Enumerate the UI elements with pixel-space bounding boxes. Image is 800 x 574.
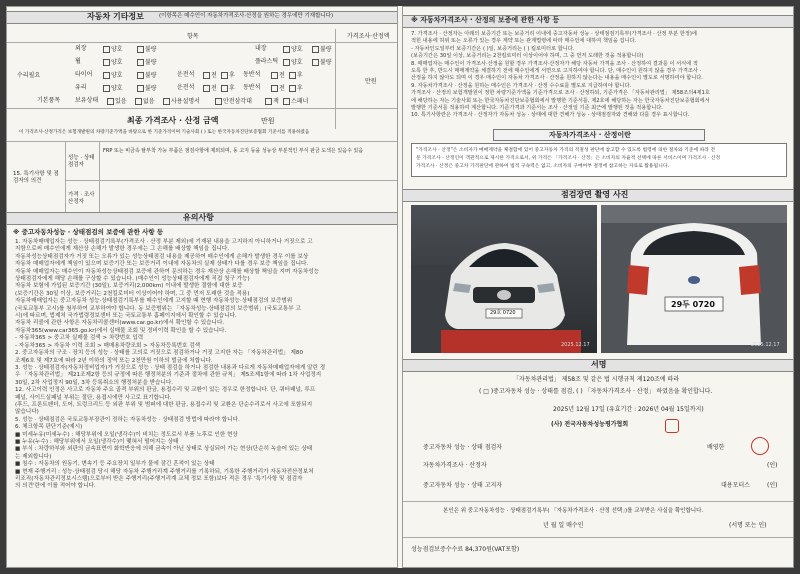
appraisal-definition-title: 자동차가격조사 · 산정이란 xyxy=(549,131,631,139)
notifier-name: 대용모터스 xyxy=(721,482,750,489)
extra-info-note: (이항목은 매수인이 자동차가격조사·산정을 원하는 경우에만 기재합니다) xyxy=(159,13,334,19)
notice-line: ■ 누유(누수) : 해당부위에서 오일(냉각수)이 맺혀서 떨어지는 상태 xyxy=(15,438,179,445)
definition-line: 문 가격조사 · 산정인이 객관적으로 제시한 가격으로서, 위 가격은 「가격조사 · 산정」은 소비자의 자율적 선택에 따른 서비스이며 가격조사 · 산정 xyxy=(416,156,721,161)
notice-list xyxy=(15,239,395,491)
passenger-label: 동반석 xyxy=(243,71,261,78)
check-front[interactable]: 전 xyxy=(203,85,217,92)
appraisal-definition-box xyxy=(411,143,787,177)
notice-line: 자동차365(www.car365.go.kr)에서 실매물 조회 및 정비이력 확인을 할 수 있습니다. xyxy=(15,327,227,334)
guarantee-title: ※ 자동차가격조사 · 산정의 보증에 관한 사항 등 xyxy=(411,16,560,24)
notice-line: 자동차 매매업자에게 책임이 있으며 보증기간 또는 보증거리 이내에 자동차의 실제 상태가 다를 경우 보증 책임을 집니다. xyxy=(15,261,309,268)
basic-status: 보유상태 xyxy=(75,97,99,104)
check-good[interactable]: 양호 xyxy=(103,59,123,66)
notice-line: 리조직(자동차관리정보시스템)으로부터 받은 주행거리(주행거리계 교체 정보 포함)보다 적은 경우 '특기사항 및 점검자 xyxy=(15,476,303,482)
table-line xyxy=(65,141,66,217)
notice-line: (보증기간은 30일 이상, 보증거리는 2천킬로미터 이상이어야 하며, 그 중 먼저 도래한 것을 적용) xyxy=(15,290,250,297)
table-line xyxy=(335,29,336,129)
check-rear[interactable]: 후 xyxy=(221,72,235,79)
car-rear-photo-icon xyxy=(601,205,787,353)
inspector-name: 배영한 xyxy=(707,444,725,451)
notice-line: 30일, 2차 사업정지 90일, 3차 등록취소의 행정처분을 받습니다. xyxy=(15,379,174,386)
notice-line: 5. 성능 · 상태점검은 국토교통부장관이 정하는 자동차성능 · 상태점검 방법에 따라야 합니다. xyxy=(15,416,240,423)
check-good[interactable]: 양호 xyxy=(103,85,123,92)
check-front[interactable]: 전 xyxy=(203,72,217,79)
price-basis-note: 이 가격조사·산정가격은 보험개발원의 차량기준가액을 바탕으로 한 기준가격이며 기술사회 ( ) 또는 한국자동차진단보증협회 기준서를 적용하였음 xyxy=(19,130,310,135)
fee-text: 성능점검보증수수료 84,370원(VAT포함) xyxy=(411,546,520,553)
seal-mark: (인) xyxy=(767,482,778,489)
buyer-signature: (서명 또는 인) xyxy=(729,522,767,529)
notice-line: ■ 부식 : 차량하부와 외판의 금속표면이 화학반응에 의해 금속이 아닌 상태로 상실되어 가는 현상(단순히 녹슬어 있는 상태 xyxy=(15,446,313,453)
row-label: 휠 xyxy=(75,58,81,65)
check-bad[interactable]: 불량 xyxy=(137,85,157,92)
check-good[interactable]: 양호 xyxy=(103,46,123,53)
col-price-header: 가격조사·산정액 xyxy=(347,33,390,40)
inspector-seal-icon xyxy=(751,437,769,455)
table-line xyxy=(65,180,397,181)
guarantee-line: 발행한 기준서를 적용하여 계산합니다. 기준가격과 기준서는 조사 · 산정일 기준 최근에 발행된 것을 적용합니다. xyxy=(411,105,663,112)
guarantee-line: 10. 특기사항란은 가격조사 · 산정자가 자동차 성능 · 상태에 대한 견해가 성능 · 상태점검자와 견해와 다를 경우 표시합니다. xyxy=(411,112,690,119)
notice-line: ■ 미세누유(미세누수) : 해당부위에 오일(냉각수)이 비치는 정도로서 부품 노후로 인한 현상 xyxy=(15,431,238,438)
col-item-header: 항목 xyxy=(187,33,199,40)
notice-line: ■ 현재 주행거리 : 성능·상태점검 당시 해당 자동차 주행거리계 주행거리를 기록하되, 기록한 주행거리가 자동차전산정보처 xyxy=(15,468,314,475)
table-line xyxy=(7,42,397,43)
guarantee-line: (보증기간은 30일 이상, 보증거리는 2천킬로미터 이상이어야 하며, 그 중 먼저 도래한 것을 적용합니다) xyxy=(411,53,644,60)
notice-line: 지함으로써 매수인에게 재산상 손해가 발생한 경우에는 그 손해를 배상할 책임을 집니다. xyxy=(15,246,230,253)
passenger-label: 동반석 xyxy=(243,84,261,91)
notice-line: 조제6호 및 제7호에 따라 2년 이하의 징역 또는 2천만원 이하의 벌금에 처합니다. xyxy=(15,357,213,364)
definition-line: 가격조사 · 산정은 중고차 가격판단에 관하여 법적 구속력은 없고, 소비자의 구매여부 결정에 참고하는 자료로 활용됩니다. xyxy=(416,164,669,169)
definition-line: "가격조사 · 산정"은 소비자가 매매계약을 체결함에 있어 중고자동차 가격의 적절성 판단에 참고할 수 있도록 법령에 의한 절차와 기준에 따라 전 xyxy=(416,148,716,153)
notice-line: (후드, 프론트펜더, 도어, 트렁크리드 등 외판 부위 및 범퍼에 대한 판금, 용접수리 및 교환은 단순수리로서 사고에 포함되지 xyxy=(15,401,313,408)
check-no[interactable]: 없음 xyxy=(135,98,155,105)
check-bad[interactable]: 불량 xyxy=(137,72,157,79)
receipt-text: 본인은 위 중고자동차성능 · 상태점검기록부( 「자동차가격조사 · 산정 선택」)를 교부받은 사실을 확인합니다. xyxy=(443,508,704,514)
right-page xyxy=(402,6,794,568)
check-good[interactable]: 양호 xyxy=(283,59,303,66)
notice-line: 시)에 따르며, 법제처 국가법령정보센터 또는 국토교통부 홈페이지에서 확인할 수 있습니다. xyxy=(15,313,237,320)
interior-label: 내장 xyxy=(255,45,267,52)
notice-subtitle: ※ 중고자동차성능 · 상태점검의 보증에 관한 사항 등 xyxy=(13,228,164,236)
table-line xyxy=(99,141,100,217)
inspection-photo-rear xyxy=(601,205,787,353)
extra-info-title: 자동차 기타정보 xyxy=(87,12,144,21)
notice-line: 자동차 매매업자는 매수인이 자동차성능상태점검 보증에 관하여 문의하는 경우 재산상 손해를 배상할 책임을 지며 자동차성능 xyxy=(15,268,320,275)
sign-confirm-line: ( □ )중고자동차 성능 · 상태를 점검, ( ) 「자동차가격조사 · 산정」 하였음을 확인합니다. xyxy=(479,388,713,395)
notice-line: - 자동차365 > 자동차 이력 조회 > 매매용차량조회 > 자동차등록번호 검색 xyxy=(15,342,201,349)
special-notes-label: 15. 특기사항 및 점검자의 의견 xyxy=(13,171,59,184)
check-bad[interactable]: 불량 xyxy=(137,59,157,66)
sign-law-line: 「자동차관리법」 제58조 및 같은 법 시행규칙 제120조에 따라 xyxy=(513,376,680,383)
notice-line: (국토교통부 고시)를 첨부하여 교부하여야 합니다. 동 보증범위는 「자동차성능·상태점검의 보증범위」(국토교통부 고 xyxy=(15,305,301,312)
notice-title: 유의사항 xyxy=(183,213,214,222)
notifier-row-label: 중고자동차 성능 · 상태 고지자 xyxy=(423,482,503,489)
table-line xyxy=(7,108,397,109)
photo-section-title: 점검장면 촬영 사진 xyxy=(561,190,629,199)
photo-date-stamp: 2025.12.17 xyxy=(751,342,780,348)
notice-line: 패널, 사이드실패널 부위는 절단, 용접시에만 사고로 표기합니다. xyxy=(15,394,172,401)
notice-line: 자동차성능상태점검자가 거짓 또는 오류가 있는 성능상태점검 내용을 제공하여 매수인에게 손해가 발생한 경우 이를 보상 xyxy=(15,253,309,260)
guarantee-line: 에 해당하는 자는 기술사회 또는 한국자동차진단보증협회에서 발행한 기준서를, 제2호에 해당하는 자는 한국자동차진단보증협회에서 xyxy=(411,97,710,104)
guarantee-line: - 자동차인도일부터 보증기간은 ( )일, 보증거리는 ( ) 킬로미터로 합니다. xyxy=(411,45,575,52)
repair-needed-label: 수리필요 xyxy=(17,72,41,79)
notice-line: 자동차 보험에 가입된 보증기간 (30일), 보증거리(2,000km) 이내에 발생한 결함에 대한 보증 xyxy=(15,283,243,290)
row-label: 외장 xyxy=(75,45,87,52)
notice-line: 의 의견'란에 이를 적어야 합니다. xyxy=(15,483,96,490)
receipt-date-line: 년 월 일 매수인 xyxy=(543,522,584,529)
appraiser-label: 가격 · 조사 산정자 xyxy=(68,192,95,205)
association-seal-icon xyxy=(665,419,679,433)
notice-line: - 자동차365 > 중고차 실매물 검색 > 차량번호 입력 xyxy=(15,335,144,342)
check-good[interactable]: 양호 xyxy=(283,46,303,53)
notice-line: 자동차매매업자는 중고자동차 성능·상태점검기록부를 매수인에게 고지할 때 현행 자동차성능·상태점검의 보증범위 xyxy=(15,298,293,305)
inspector-label: 성능 · 상태 점검자 xyxy=(68,155,95,168)
guarantee-list xyxy=(411,31,789,120)
check-front[interactable]: 전 xyxy=(271,85,285,92)
table-line xyxy=(403,537,793,538)
notice-line: 3. 성능 · 상태점검자(자동차정비업자)가 거짓으로 성능 · 상태 점검을 하거나 점검한 내용과 다르게 자동차매매업자에게 알린 경 xyxy=(15,364,326,371)
check-jack[interactable]: 잭 xyxy=(265,98,279,105)
guarantee-line: 도록 한 후, 반드시 매매계약을 체결하기 전에 매수인에게 서면으로 고지하여야 합니다. 단, 매수인이 원하지 않을 경우 가격조사 · xyxy=(411,68,702,75)
sign-title: 서명 xyxy=(591,360,607,369)
association-name: (사) 전국자동차성능평가협회 xyxy=(551,421,629,428)
plate-front: 29호 0720 xyxy=(490,310,516,316)
guarantee-line: 적힌 내용에 허위 또는 오류가 있는 경우 계약 또는 관계법령에 따라 매수인에 대하여 책임을 집니다. xyxy=(411,38,637,45)
seal-mark: (인) xyxy=(767,462,778,469)
notice-line: 않습니다) xyxy=(15,409,39,416)
row-label: 유리 xyxy=(75,84,87,91)
inspection-photo-front xyxy=(411,205,597,353)
final-price-label: 최종 가격조사 · 산정 금액 xyxy=(127,116,219,125)
notice-line: 12. 사고이력 인정은 사고로 자동차 주요 골격 부위의 판금, 용접수리 및 교환이 있는 경우로 한정합니다. 단, 쿼터패널, 루프 xyxy=(15,387,316,394)
guarantee-line: 7. 가격조사 · 산정자는 아래의 보증기간 또는 보증거리 이내에 중고자동차 성능 · 상태점검기록부(가격조사 · 산정 부분 한정)에 xyxy=(411,31,697,37)
notice-line: 1. 자동차매매업자는 성능 · 상태점검기록부(가격조사 · 산정 부분 제외)에 기재된 내용을 고지하지 아니하거나 거짓으로 고 xyxy=(15,239,313,245)
car-front-photo-icon xyxy=(411,205,597,353)
inspector-row-label: 중고자동차 성능 · 상태 점검자 xyxy=(423,444,503,451)
guarantee-line: 가격조사 · 산정의 보험개발원이 정한 차량기준가액을 기준가격으로 조사 · 산정하되, 기준가격은 「자동차관리법」 제58조의4제1호 xyxy=(411,90,710,97)
notice-line: 2. 중고자동차의 구조 · 장치 등의 성능 · 상태를 고의로 거짓으로 점검하거나 거짓 고지한 자는 「자동차관리법」 제80 xyxy=(15,350,304,357)
photo-date-stamp: 2025.12.17 xyxy=(561,342,590,348)
check-bad[interactable]: 불량 xyxy=(312,59,332,66)
document-sheet xyxy=(6,6,794,568)
check-bad[interactable]: 불량 xyxy=(137,46,157,53)
table-line xyxy=(403,501,793,502)
price-unit-man-won: 만원 xyxy=(365,78,377,85)
check-rear[interactable]: 후 xyxy=(289,85,303,92)
check-front[interactable]: 전 xyxy=(271,72,285,79)
check-rear[interactable]: 후 xyxy=(289,72,303,79)
plastic-label: 플라스틱 xyxy=(255,58,279,65)
notice-line: 우 「자동차관리법」 제21조제2항 등의 규정에 따른 행정처분의 기준과 절차에 관한 규칙」 제5조제1항에 따라 1차 사업정지 xyxy=(15,372,322,379)
check-bad[interactable]: 불량 xyxy=(312,46,332,53)
special-note-text: FRP 또는 비금속 탈부착 가능 부품은 점검사항에 제외되며, 동 고지 등을 성능상 부분적인 부식 판금 도색은 있음수 있음 xyxy=(103,148,364,154)
driver-label: 운전석 xyxy=(177,84,195,91)
left-page xyxy=(6,6,398,568)
appraiser-row-label: 자동차가격조사 · 산정자 xyxy=(423,462,487,469)
guarantee-line: 9. 자동차가격조사 · 산정을 원하는 매수인은 가격조사 · 산정 수수료를 별도로 지급하여야 합니다. xyxy=(411,82,632,89)
final-price-unit: 만원 xyxy=(261,117,275,125)
row-label: 기본품목 xyxy=(37,97,61,104)
check-spanner[interactable]: 스패너 xyxy=(283,98,308,105)
row-label: 타이어 xyxy=(75,71,93,78)
notice-line: 는 제외합니다) xyxy=(15,453,52,460)
notice-line: 6. 체크항목 판단기준(예시) xyxy=(15,424,83,431)
plate-rear: 29두 0720 xyxy=(671,300,715,309)
guarantee-line: 8. 매매업자는 매수인이 가격조사·산정을 원할 경우 가격조사·산정자가 해당 자동차 가격을 조사 · 산정하여 결과를 이 서식에 적 xyxy=(411,60,698,67)
check-good[interactable]: 양호 xyxy=(103,72,123,79)
notice-line: ■ 침수 : 자동차의 원동기, 변속기 등 주요장치 일부가 물에 잠긴 흔적이 있는 상태 xyxy=(15,461,215,468)
notice-line: 자동차 리콜에 관한 사항은 자동차리콜센터(www.car.go.kr)에서 확인할 수 있습니다. xyxy=(15,320,225,327)
check-yes[interactable]: 있음 xyxy=(107,98,127,105)
driver-label: 운전석 xyxy=(177,71,195,78)
check-rear[interactable]: 후 xyxy=(221,85,235,92)
sign-date: 2025년 12월 17일 (유효기간 : 2026년 04월 15일까지) xyxy=(553,406,704,413)
check-triangle[interactable]: 안전삼각대 xyxy=(215,98,252,105)
check-manual[interactable]: 사용설명서 xyxy=(163,98,200,105)
notice-line: 상태점검자에게 해당 손해를 구상할 수 있습니다. (매수인이 성능상태점검자에게 직접 청구 가능) xyxy=(15,276,250,283)
guarantee-line: 산정을 하지 않아도 되며 이 경우 매수인이 자동차 가격조사 · 산정을 원하지 않는다는 내용을 매수인이 별도로 서명하여야 합니다. xyxy=(411,75,703,82)
